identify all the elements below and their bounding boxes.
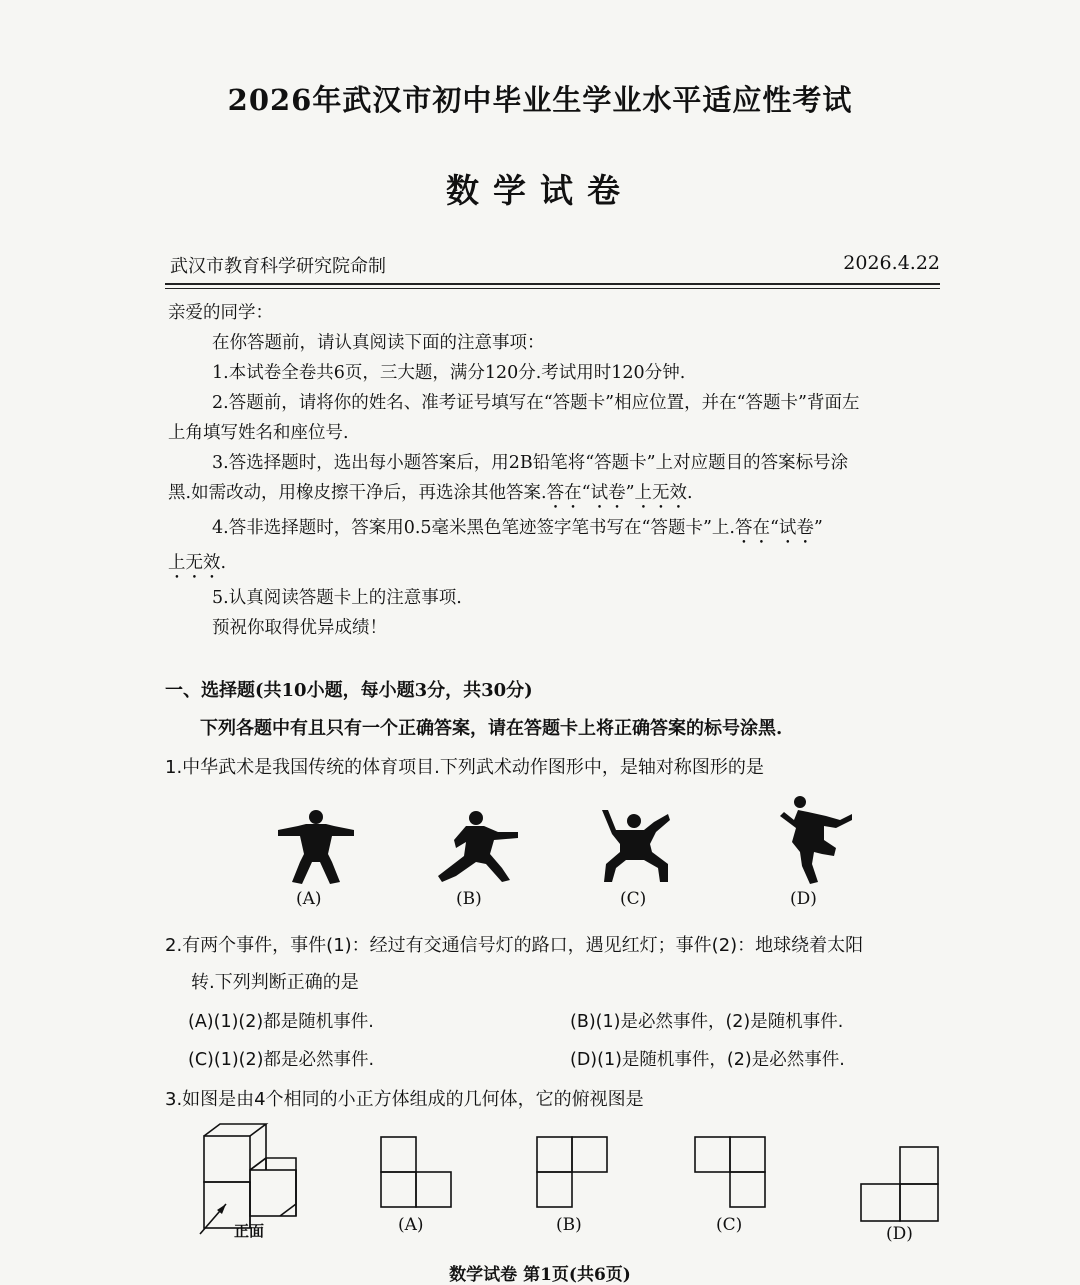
note-5: 5.认真阅读答题卡上的注意事项. bbox=[212, 588, 462, 608]
option-d-grid bbox=[860, 1146, 940, 1222]
good-wishes: 预祝你取得优异成绩！ bbox=[212, 618, 387, 638]
q1-label-c: (C) bbox=[620, 889, 647, 909]
option-b-grid bbox=[536, 1136, 608, 1208]
front-view-label: 正面 bbox=[234, 1222, 265, 1240]
wushu-figure-d bbox=[778, 794, 854, 886]
note-4-emphasis-2: 上无效 bbox=[168, 553, 221, 573]
q2-option-c: (C)(1)(2)都是必然事件. bbox=[188, 1050, 375, 1070]
option-a-grid bbox=[380, 1136, 452, 1208]
q1-label-d: (D) bbox=[790, 889, 817, 909]
intro-line: 在你答题前，请认真阅读下面的注意事项： bbox=[212, 333, 545, 353]
note-3-line-2 bbox=[168, 478, 859, 513]
question-3-text: 3.如图是由4个相同的小正方体组成的几何体，它的俯视图是 bbox=[165, 1089, 644, 1110]
section-1-instruction: 下列各题中有且只有一个正确答案，请在答题卡上将正确答案的标号涂黑. bbox=[200, 718, 783, 739]
wushu-figure-b bbox=[436, 810, 520, 884]
note-4-emphasis: 答在“试卷” bbox=[734, 518, 823, 538]
q1-label-b: (B) bbox=[456, 889, 482, 909]
issuing-organization: 武汉市教育科学研究院命制 bbox=[170, 256, 386, 277]
q1-label-a: (A) bbox=[296, 889, 322, 909]
note-3-line-1: 3.答选择题时，选出每小题答案后，用2B铅笔将“答题卡”上对应题目的答案标号涂 bbox=[212, 453, 849, 473]
note-4-period: . bbox=[220, 553, 227, 573]
greeting: 亲爱的同学： bbox=[168, 303, 273, 323]
note-1: 1.本试卷全卷共6页，三大题，满分120分.考试用时120分钟. bbox=[212, 363, 686, 383]
note-4-text: 4.答非选择题时，答案用0.5毫米黑色笔迹签字笔书写在“答题卡”上. bbox=[212, 518, 735, 538]
question-1-text: 1.中华武术是我国传统的体育项目.下列武术动作图形中，是轴对称图形的是 bbox=[165, 757, 764, 778]
note-3-emphasis: 答在“试卷”上无效 bbox=[546, 483, 688, 503]
question-2-text-line-2: 转.下列判断正确的是 bbox=[191, 972, 359, 993]
q2-option-a: (A)(1)(2)都是随机事件. bbox=[188, 1012, 374, 1032]
note-2-line-1: 2.答题前，请将你的姓名、准考证号填写在“答题卡”相应位置，并在“答题卡”背面左 bbox=[212, 393, 860, 413]
exam-date: 2026.4.22 bbox=[843, 252, 940, 274]
note-4-line-1 bbox=[168, 513, 859, 548]
option-c-grid bbox=[694, 1136, 766, 1208]
question-2-text-line-1: 2.有两个事件，事件(1)：经过有交通信号灯的路口，遇见红灯；事件(2)：地球绕着太阳 bbox=[165, 935, 864, 956]
header-rule-thin bbox=[165, 288, 940, 289]
q3-label-c: (C) bbox=[716, 1215, 743, 1235]
q3-label-b: (B) bbox=[556, 1215, 582, 1235]
note-4-line-2 bbox=[168, 548, 859, 583]
section-1-title: 一、选择题(共10小题，每小题3分，共30分) bbox=[165, 680, 533, 701]
q2-option-d: (D)(1)是随机事件，(2)是必然事件. bbox=[570, 1050, 845, 1070]
note-3-text: 黑.如需改动，用橡皮擦干净后，再选涂其他答案. bbox=[168, 483, 547, 503]
note-2-line-2: 上角填写姓名和座位号. bbox=[168, 423, 349, 443]
page-footer: 数学试卷 第1页(共6页) bbox=[449, 1265, 631, 1285]
note-3-period: . bbox=[687, 483, 693, 503]
q2-option-b: (B)(1)是必然事件，(2)是随机事件. bbox=[570, 1012, 844, 1032]
header-rule-thick bbox=[165, 283, 940, 285]
instructions-block bbox=[168, 298, 859, 643]
paper-subtitle: 数学试卷 bbox=[446, 171, 634, 210]
exam-title: 2026年武汉市初中毕业生学业水平适应性考试 bbox=[227, 83, 853, 117]
q3-label-d: (D) bbox=[886, 1224, 913, 1244]
q3-label-a: (A) bbox=[398, 1215, 424, 1235]
wushu-figure-c bbox=[598, 808, 680, 886]
wushu-figure-a bbox=[276, 808, 356, 888]
